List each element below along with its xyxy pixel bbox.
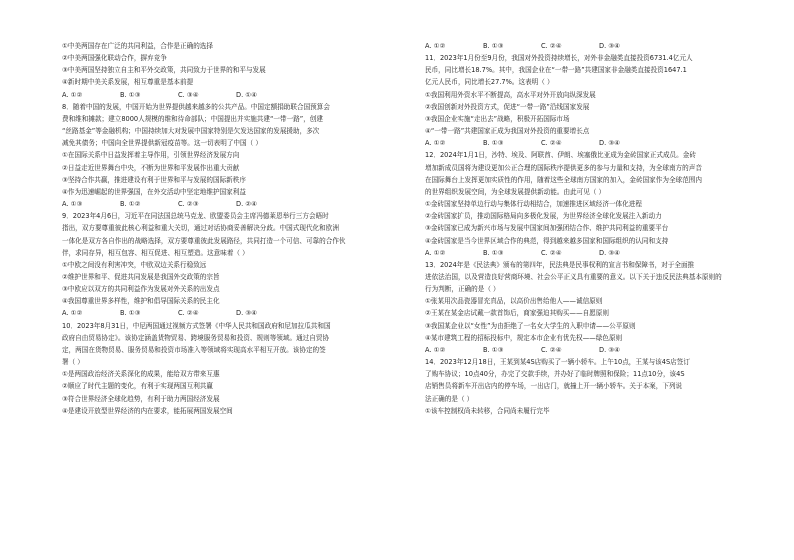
- question-9: [62, 210, 407, 319]
- question-11: [425, 52, 770, 149]
- question-stem: 费和维和摊款；建立8000人规模的维和待命部队；中国提出并实施共建“一带一路”，创建: [62, 114, 323, 123]
- question-stem: 亿元人民币，同比增长27.7%。这表明（ ）: [425, 78, 554, 87]
- option-line: ③我国企业实施“走出去”战略，积极开拓国际市场: [425, 114, 570, 123]
- answer-options: [425, 247, 770, 259]
- answer-option-b: B. ①③: [483, 42, 504, 50]
- answer-option-a: A. ①②: [425, 248, 446, 257]
- option-line: ②顺应了时代主题的变化，有利于实现两国互利共赢: [62, 382, 213, 391]
- question-13: [425, 259, 770, 356]
- question-stem: 13．2024年是《民法典》颁布的第四年，民法典是民事权利的宣言书和保障书，对于全面推: [425, 260, 695, 269]
- answer-option-a: A. ①②: [425, 139, 446, 148]
- question-8: [62, 101, 407, 210]
- question-10: [62, 320, 407, 417]
- answer-option-c: C. ②④: [541, 42, 562, 50]
- answer-option-c: C. ②③: [178, 200, 199, 209]
- question-stem: 民币，同比增长18.7%。其中，我国企业在“一带一路”共建国家非金融类直接投资1647.1: [425, 66, 687, 75]
- answer-option-b: B. ①②: [120, 200, 141, 209]
- answer-option-b: B. ①③: [120, 90, 141, 99]
- answer-option-d: D. ③④: [599, 139, 621, 148]
- answer-option-d: D. ③④: [236, 309, 258, 318]
- option-line: ①我国利用外资水平不断提高，高水平对外开放向纵深发展: [425, 90, 596, 99]
- answer-option-a: A. ①②: [425, 42, 446, 50]
- question-7-tail: [62, 40, 407, 101]
- answer-options: [62, 89, 407, 101]
- answer-options: [425, 137, 770, 149]
- question-stem: 增加新成员国将为建设更加公正合理的国际秩序提供更多的参与力量和支持，为全球南方的声音: [425, 163, 702, 172]
- option-line: ①金砖国家坚持单边行动与集体行动相结合，加速推进区域经济一体化进程: [425, 200, 642, 209]
- answer-option-c: C. ②④: [541, 139, 562, 148]
- answer-option-a: A. ①②: [62, 90, 83, 99]
- answer-option-a: A. ①②: [425, 345, 446, 354]
- question-stem: 店销售员将新车开出店内的停车场，一出店门，就撞上开一辆小轿车。关于本案，下列说: [425, 382, 683, 391]
- question-stem: 10．2023年8月31日，中尼两国通过视频方式签署《中华人民共和国政府和尼加拉瓜共和国: [62, 321, 331, 330]
- option-line: ②日益走近世界舞台中央，不断为世界和平发展作出重大贡献: [62, 163, 240, 172]
- question-stem: 在国际舞台上发挥更加实质性的作用，随着这些全球南方国家的加入，金砖国家作为全球范围内: [425, 175, 702, 184]
- option-line: ②中美两国强化联动合作，摒弃竞争: [62, 54, 167, 63]
- option-line: ③中欧应以双方的共同利益作为发展对外关系的出发点: [62, 285, 220, 294]
- answer-option-a: A. ①③: [62, 200, 83, 209]
- question-stem: “丝路基金”等金融机构；中国持续加大对发展中国家特别是欠发达国家的发展援助，多次: [62, 127, 320, 136]
- option-line: ②金砖国家扩员，推动国际格局向多极化发展，为世界经济全球化发展注入新动力: [425, 212, 662, 221]
- question-stem: 伴，求同存异，相互包容、相互促进、相互塑造。这意味着（ ）: [62, 248, 249, 257]
- answer-option-d: D. ①④: [236, 90, 258, 99]
- question-stem: 进依法治国，以及营造良好营商环境、社会公平正义具有重要的意义。以下关于违反民法典基本原则的: [425, 272, 722, 281]
- left-column: [62, 40, 407, 417]
- question-stem: 14．2023年12月18日，王某到某4S店购买了一辆小轿车。上午10点，王某与该4S店签订: [425, 358, 690, 367]
- answer-option-c: C. ②④: [178, 309, 199, 318]
- answer-option-c: C. ③④: [178, 90, 199, 99]
- question-stem: 了购车协议；10点40分，办完了交款手续，并办好了临时牌照和保险；11点10分，该4S: [425, 370, 685, 379]
- answer-option-d: D. ③④: [599, 248, 621, 257]
- question-stem: 减免其债务；中国向全世界提供新冠疫苗等。这一切表明了中国（ ）: [62, 139, 262, 148]
- answer-option-a: A. ①②: [62, 309, 83, 318]
- question-stem: 法正确的是（ ）: [425, 394, 474, 403]
- question-stem: 12．2024年1月1日，沙特、埃及、阿联酋、伊朗、埃塞俄比亚成为金砖国家正式成员。金砖: [425, 151, 696, 160]
- option-line: ④金砖国家是当今世界区域合作的典范，得到越来越多国家和国际组织的认同和支持: [425, 236, 669, 245]
- question-stem: 8．随着中国的发展，中国开始为世界提供越来越多的公共产品。中国定额捐助联合国预算会: [62, 102, 330, 111]
- option-line: ①在国际关系中日益发挥着主导作用，引领世界经济发展方向: [62, 151, 240, 160]
- option-line: ④我国尊重世界多样性，维护和倡导国际关系的民主化: [62, 297, 220, 306]
- answer-options: [62, 198, 407, 210]
- answer-option-c: C. ②④: [541, 345, 562, 354]
- answer-option-d: D. ③④: [599, 42, 621, 50]
- option-line: ②维护世界和平、促进共同发展是我国外交政策的宗旨: [62, 272, 220, 281]
- option-line: ①中美两国存在广泛的共同利益，合作是正确的选择: [62, 42, 213, 50]
- option-line: ④作为迅速崛起的世界强国，在外交活动中坚定地维护国家利益: [62, 187, 246, 196]
- question-stem: 署（ ）: [62, 358, 84, 367]
- question-12: [425, 149, 770, 258]
- option-line: ④是建设开放型世界经济的内在要求，能拓展两国发展空间: [62, 406, 233, 415]
- option-line: ③符合世界经济全球化趋势，有利于助力两国经济发展: [62, 394, 220, 403]
- answer-options: [62, 307, 407, 319]
- question-stem: 9．2023年4月6日，习近平在同法国总统马克龙、欧盟委员会主席冯德莱恩举行三方会晤时: [62, 212, 329, 221]
- answer-option-b: B. ①③: [120, 309, 141, 318]
- option-line: ②王某在某金店试戴一款首饰后，商家强迫其购买——自愿原则: [425, 309, 609, 318]
- question-stem: 的世界组织发展空间，为全球发展提供新动能。由此可见（ ）: [425, 187, 606, 196]
- answer-option-b: B. ①③: [483, 345, 504, 354]
- option-line: ③坚持合作共赢，推进建设有利于世界和平与发展的国际新秩序: [62, 175, 246, 184]
- option-line: ④某市建筑工程的招标投标中，规定本市企业有优先权——绿色原则: [425, 333, 623, 342]
- option-line: ②我国创新对外投资方式，促进“一带一路”沿线国家发展: [425, 102, 590, 111]
- question-stem: 11．2023年1月份至9月份，我国对外投资持续增长，对外非金融类直接投资6731.4亿元人: [425, 54, 693, 63]
- question-stem: 行为判断，正确的是（ ）: [425, 285, 500, 294]
- right-column: [425, 40, 770, 417]
- option-line: ①张某用次品瓷器冒充真品，以高价出售给他人——诚信原则: [425, 297, 603, 306]
- option-line: ①是两国政治经济关系深化的成果，能给双方带来互惠: [62, 370, 220, 379]
- option-line: ③我国某企业以“女性”为由拒绝了一名女大学生的入职申请——公平原则: [425, 321, 636, 330]
- answer-options: [425, 40, 770, 52]
- question-stem: 一体化是双方各自作出的战略选择，双方要尊重彼此发展路径，共同打造一个可信、可靠的合作伙: [62, 236, 346, 245]
- answer-option-b: B. ①③: [483, 248, 504, 257]
- option-line: ③中美两国坚持独立自主和平外交政策，共同致力于世界的和平与发展: [62, 66, 266, 75]
- question-14: [425, 356, 770, 417]
- option-line: ③金砖国家已成为新兴市场与发展中国家间加强团结合作、维护共同利益的重要平台: [425, 224, 669, 233]
- question-stem: 指出，双方要尊重彼此核心利益和重大关切，通过对话协商妥善解决分歧。中国式现代化和欧洲: [62, 224, 339, 233]
- option-line: ④“一带一路”共建国家正成为我国对外投资的重要增长点: [425, 127, 590, 136]
- answer-option-d: D. ③④: [599, 345, 621, 354]
- answer-options: [425, 344, 770, 356]
- answer-option-d: D. ②④: [236, 200, 258, 209]
- answer-option-c: C. ②④: [541, 248, 562, 257]
- option-line: ①该车控制权尚未转移，合同尚未履行完毕: [425, 406, 550, 415]
- question-stem: 定，两国在货物贸易、服务贸易和投资市场准入等领域将实现高水平相互开放。该协定的签: [62, 345, 326, 354]
- answer-option-b: B. ①③: [483, 139, 504, 148]
- option-line: ④新时期中美关系发展，相互尊重是基本前提: [62, 78, 194, 87]
- question-stem: 政府自由贸易协定》。该协定涵盖货物贸易、跨境服务贸易和投资、规则等领域。通过自贸协: [62, 333, 330, 342]
- option-line: ①中欧之间没有利害冲突，中欧双边关系行稳致远: [62, 260, 207, 269]
